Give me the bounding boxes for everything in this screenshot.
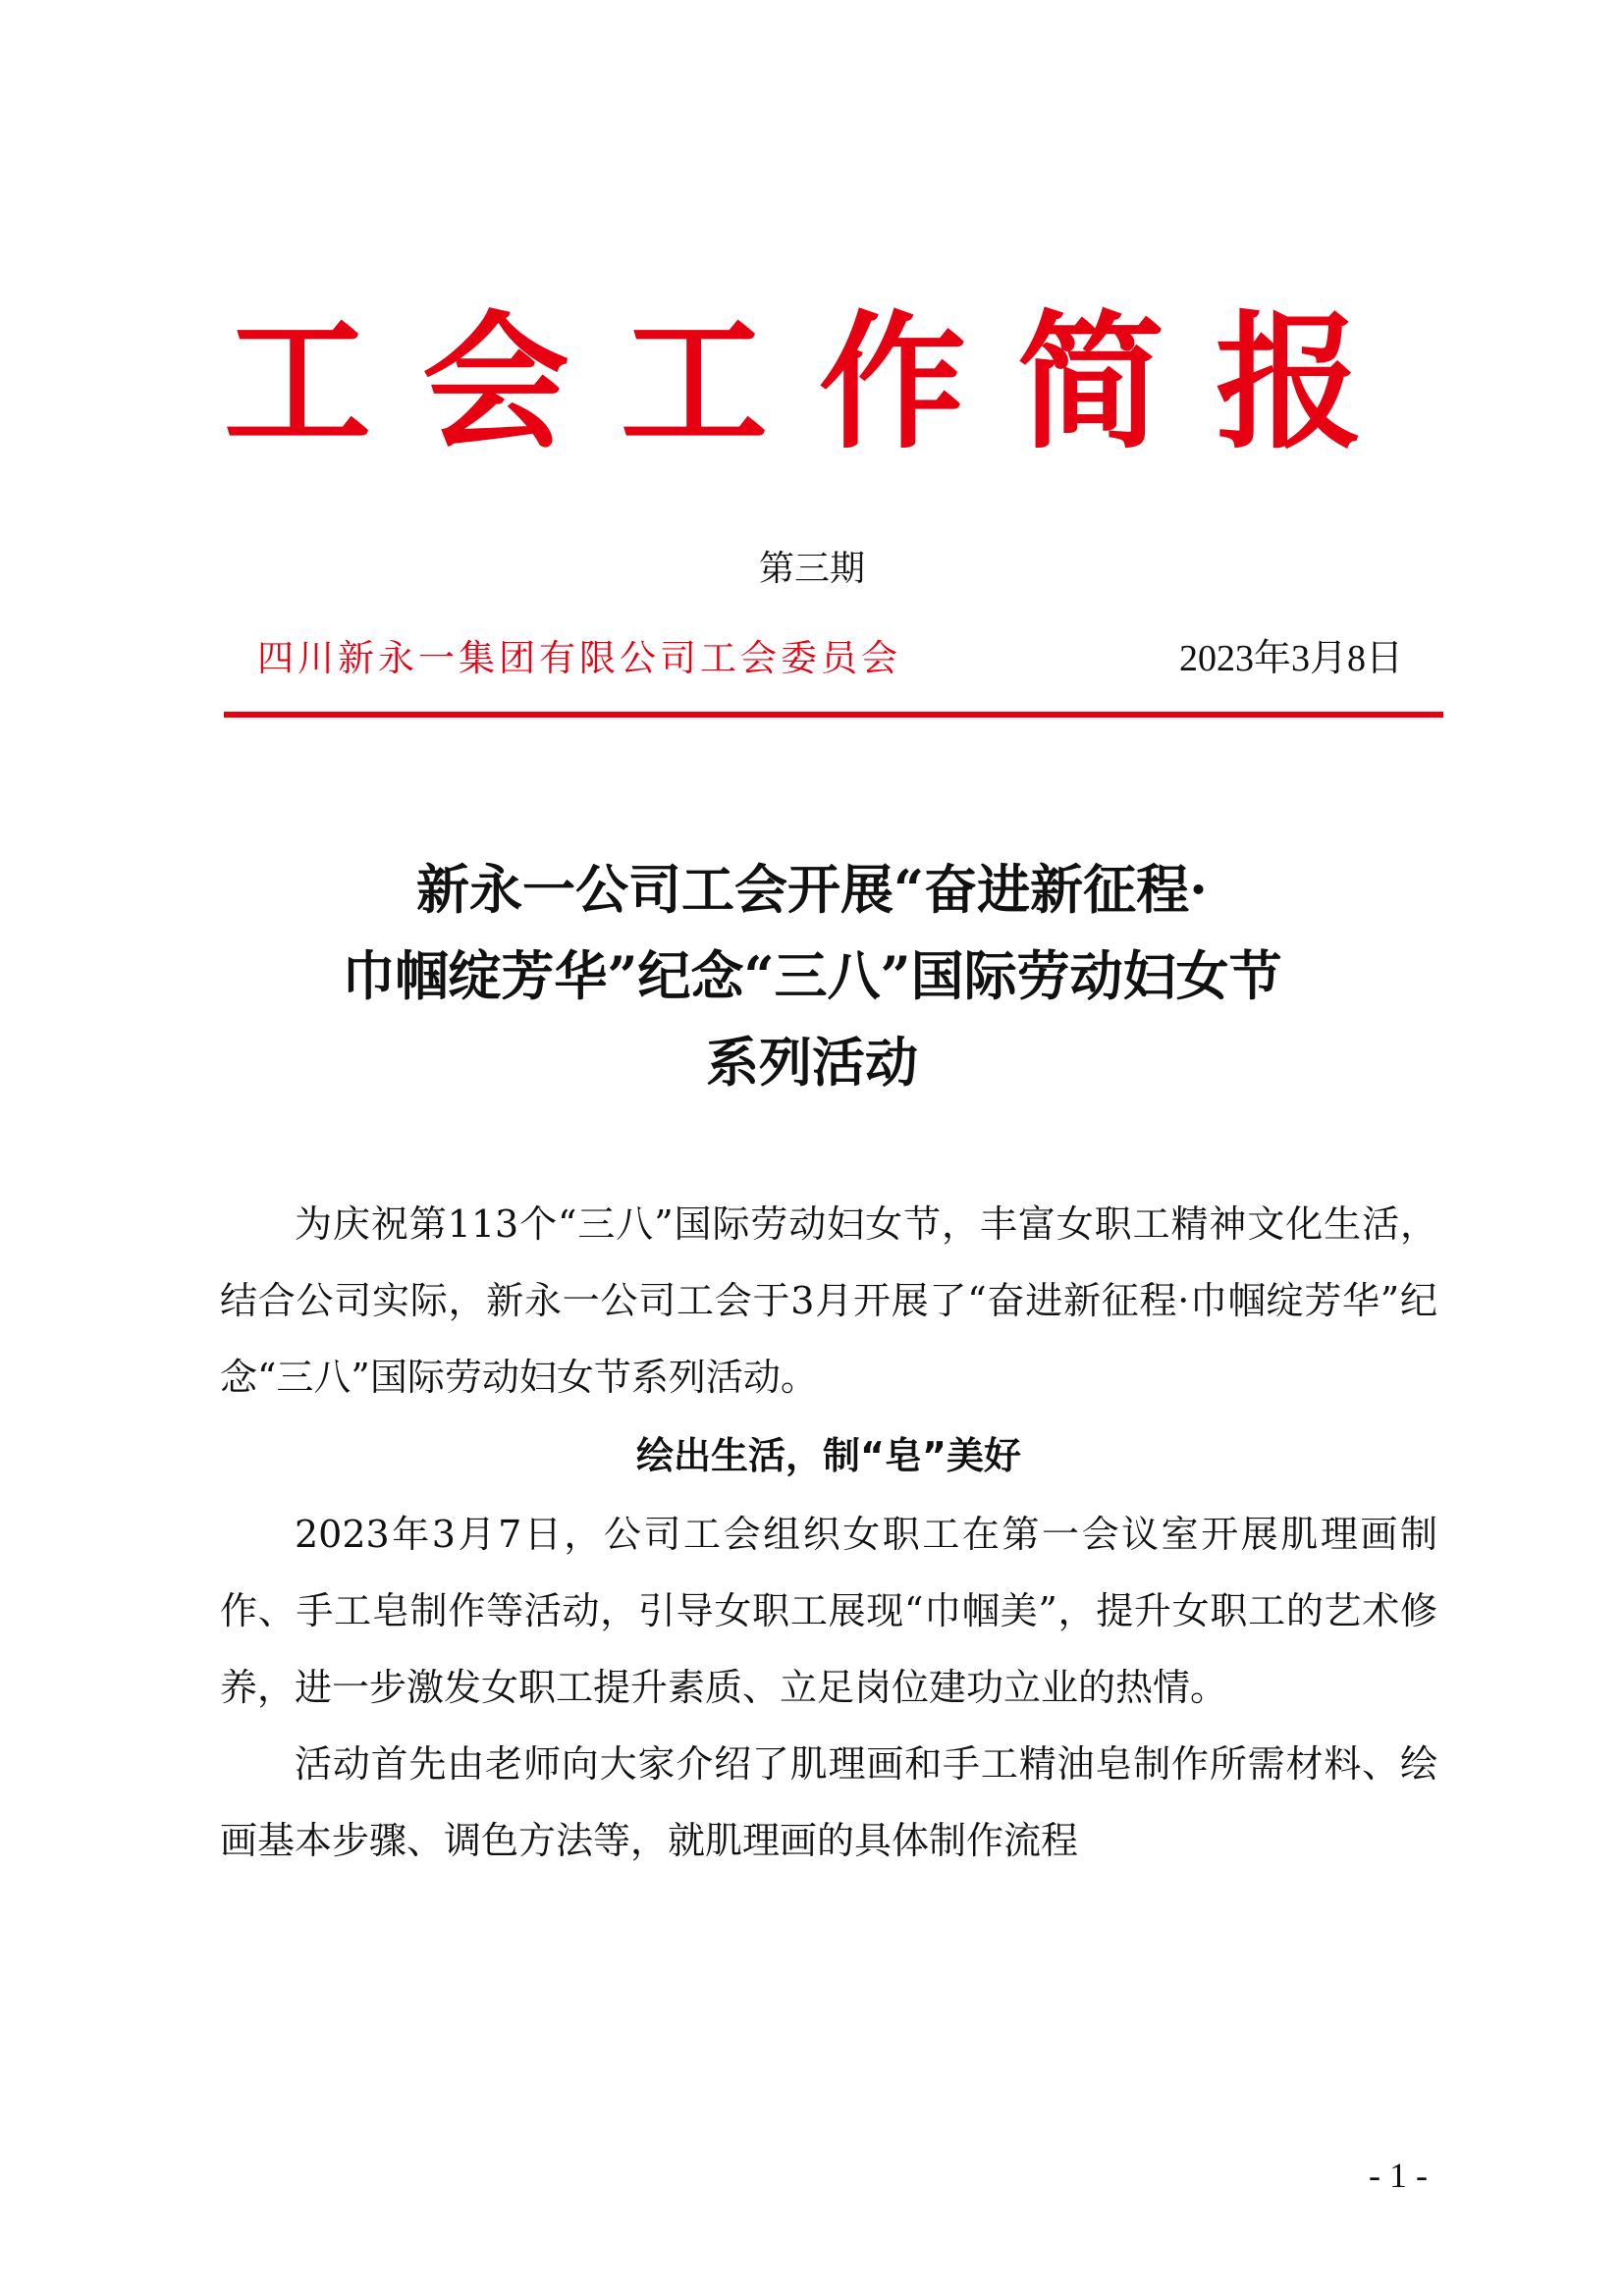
intro-paragraph: 为庆祝第113个“三八”国际劳动妇女节，丰富女职工精神文化生活，结合公司实际，新永一公司工会于3月开展了“奋进新征程·巾帼绽芳华”纪念“三八”国际劳动妇女节系列活动。 — [220, 1202, 1437, 1399]
article-title-line: 系列活动 — [706, 1031, 918, 1094]
page-number: - 1 - — [1369, 2156, 1428, 2195]
masthead-char: 简 — [1016, 296, 1164, 469]
issuing-organization: 四川新永一集团有限公司工会委员会 — [257, 637, 901, 679]
body-paragraph: 活动首先由老师向大家介绍了肌理画和手工精油皂制作所需材料、绘画基本步骤、调色方法等，就肌理画的具体制作流程 — [220, 1742, 1437, 1862]
masthead-char: 工 — [620, 296, 768, 469]
masthead-char: 报 — [1215, 296, 1363, 469]
section-heading: 绘出生活，制“皂”美好 — [636, 1434, 1021, 1477]
body-paragraph: 2023年3月7日，公司工会组织女职工在第一会议室开展肌理画制作、手工皂制作等活动，引导女职工展现“巾帼美”，提升女职工的艺术修养，进一步激发女职工提升素质、立足岗位建功立业的热情。 — [220, 1513, 1437, 1709]
article-title-line: 新永一公司工会开展“奋进新征程· — [416, 858, 1208, 921]
header-divider — [224, 712, 1443, 718]
masthead-char: 作 — [818, 296, 966, 469]
article-title-line: 巾帼绽芳华”纪念“三八”国际劳动妇女节 — [342, 944, 1282, 1007]
masthead-title — [224, 296, 1363, 469]
article-title — [196, 846, 1428, 1105]
masthead-char: 工 — [224, 296, 372, 469]
issue-date: 2023年3月8日 — [1178, 638, 1403, 679]
issue-number: 第三期 — [758, 549, 865, 589]
article-body — [220, 1186, 1437, 1879]
masthead-char: 会 — [421, 296, 569, 469]
